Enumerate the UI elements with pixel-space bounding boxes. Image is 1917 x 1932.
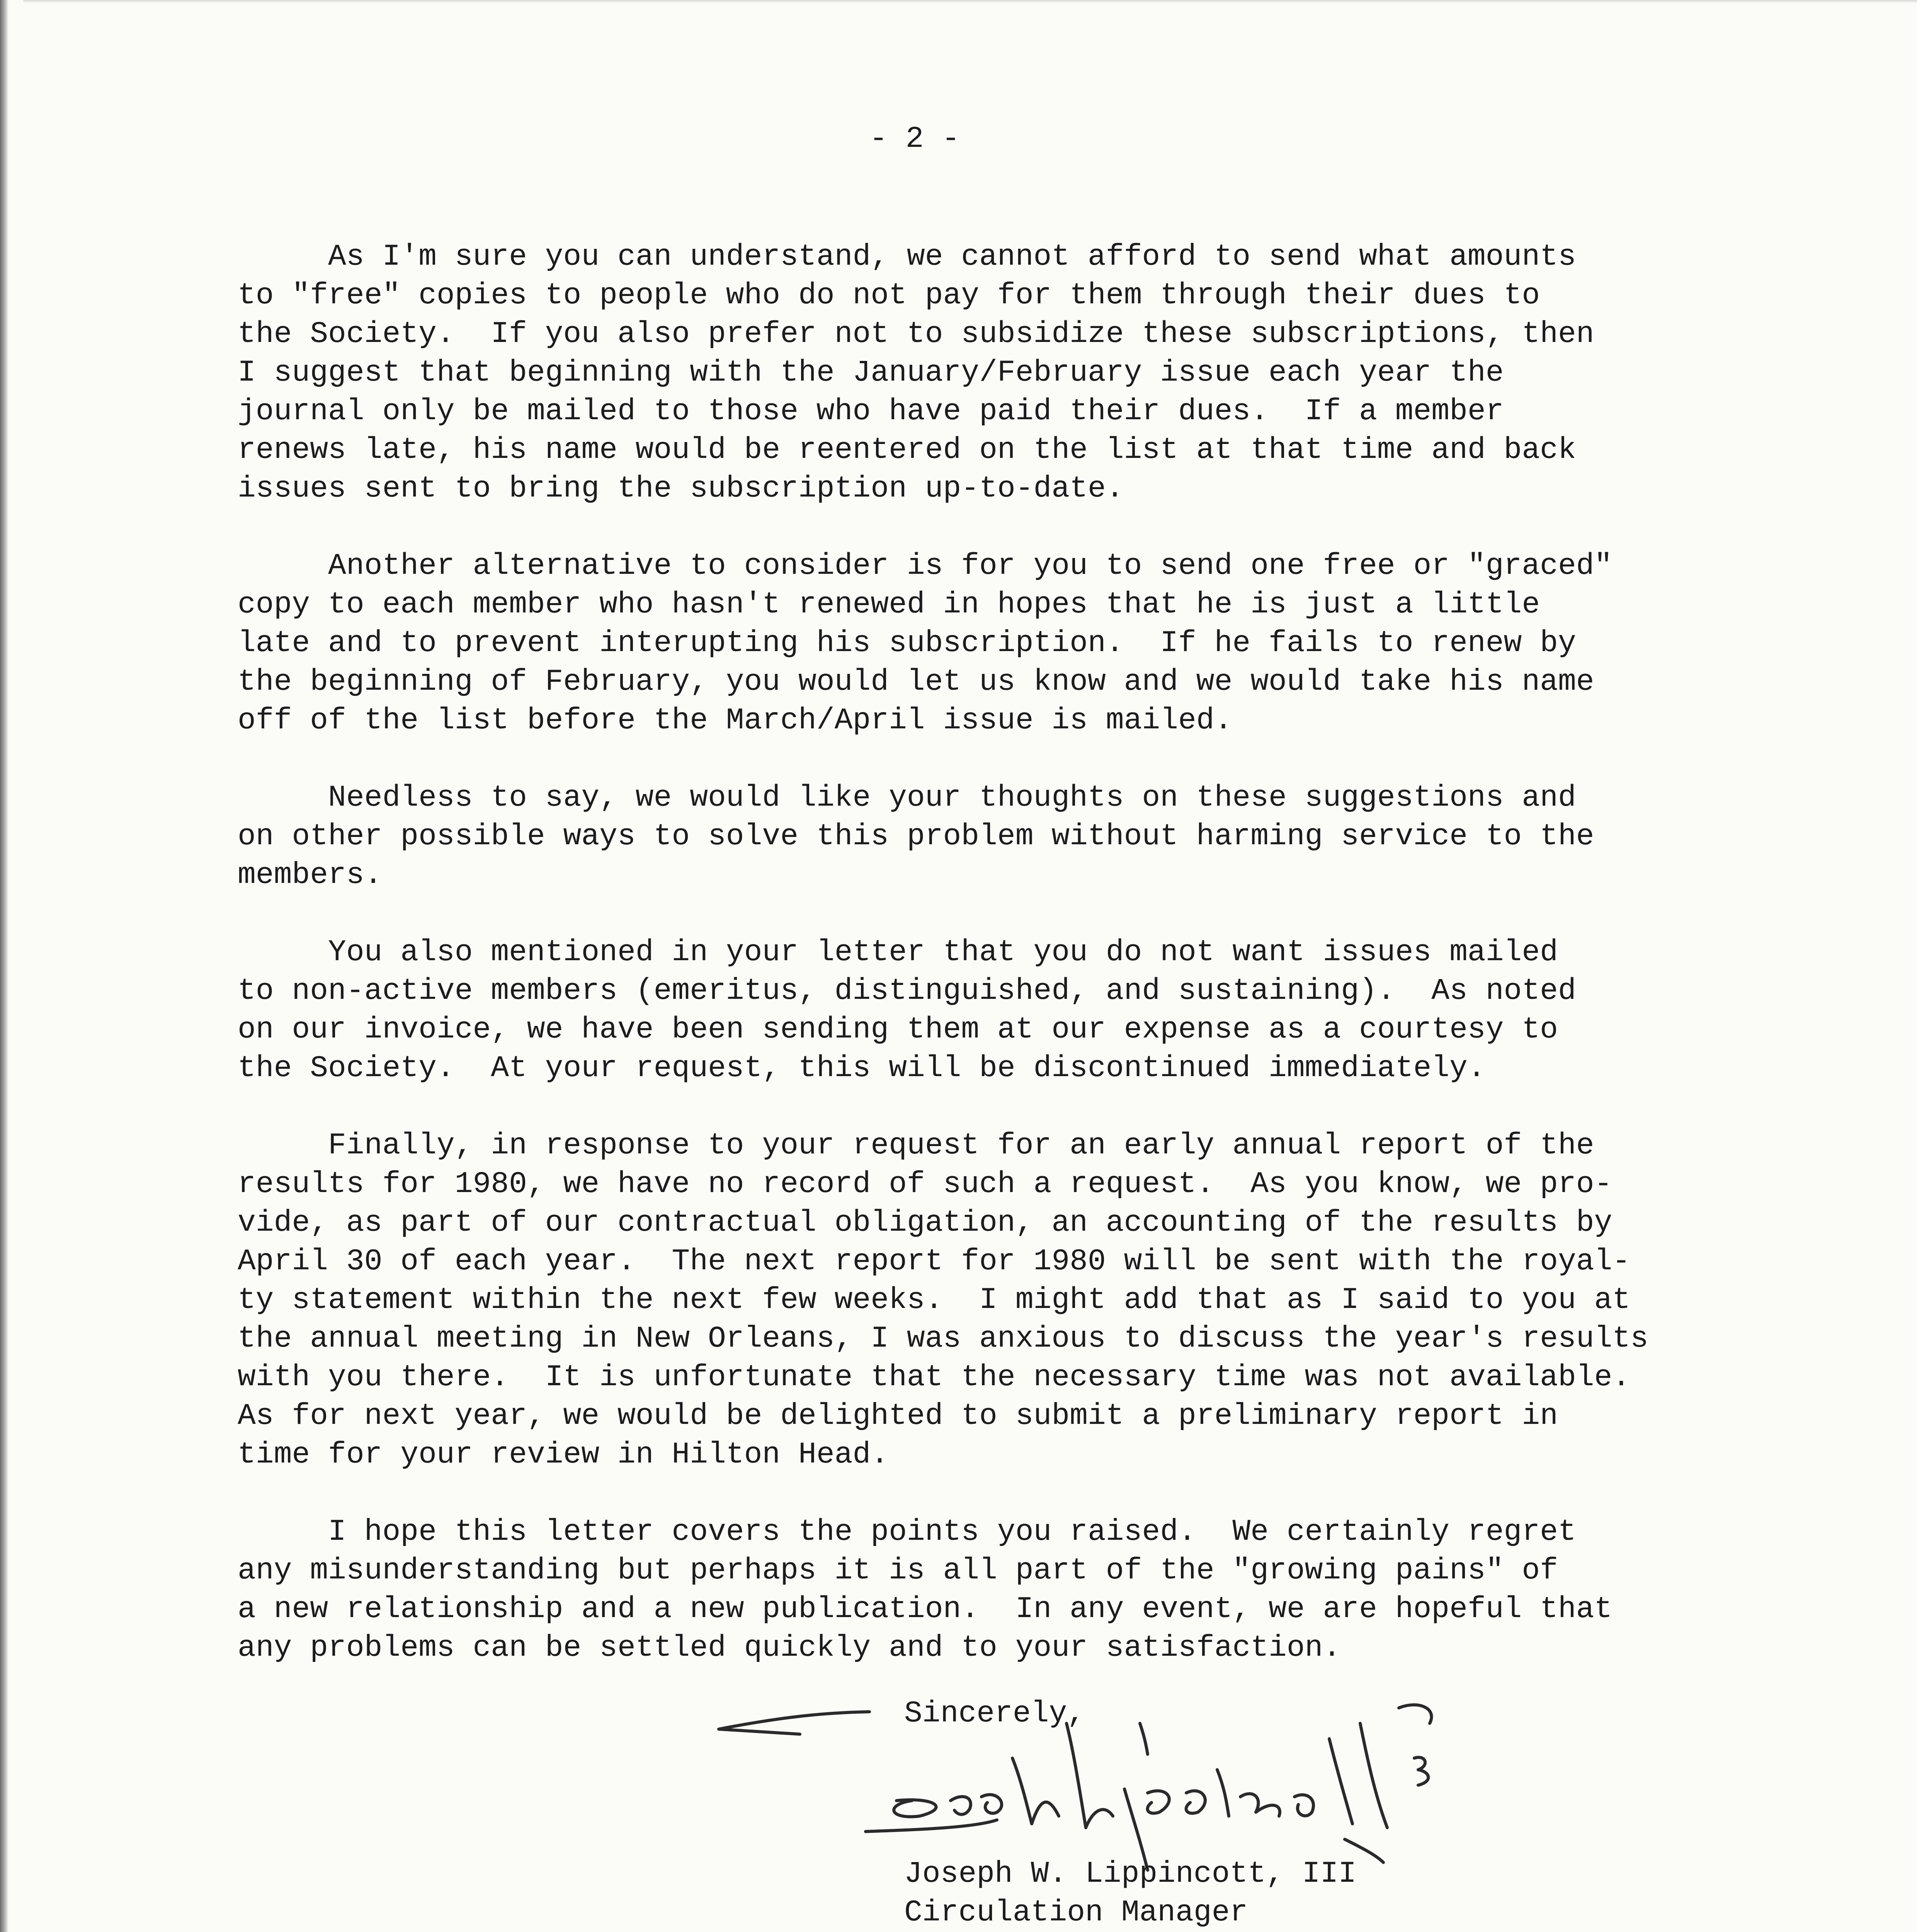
- paragraph-1: [238, 238, 1783, 508]
- text-line: the Society. At your request, this will be discontinued immediately.: [238, 1051, 1486, 1085]
- text-line: I suggest that beginning with the January/February issue each year the: [238, 356, 1504, 390]
- letter-body: [238, 238, 1783, 1706]
- text-line: April 30 of each year. The next report for 1980 will be sent with the royal-: [238, 1245, 1631, 1279]
- text-line: to non-active members (emeritus, distinguished, and sustaining). As noted: [238, 974, 1576, 1008]
- text-line: You also mentioned in your letter that you do not want issues mailed: [238, 935, 1558, 969]
- scan-top-edge: [23, 0, 1917, 3]
- text-line: on other possible ways to solve this problem without harming service to the: [238, 820, 1594, 854]
- text-line: renews late, his name would be reentered on the list at that time and back: [238, 433, 1576, 467]
- paragraph-6: [238, 1513, 1783, 1667]
- text-line: copy to each member who hasn't renewed in hopes that he is just a little: [238, 588, 1540, 622]
- text-line: off of the list before the March/April issue is mailed.: [238, 704, 1233, 738]
- text-line: ty statement within the next few weeks. I might add that as I said to you at: [238, 1283, 1631, 1317]
- text-line: on our invoice, we have been sending them at our expense as a courtesy to: [238, 1013, 1558, 1047]
- text-line: Another alternative to consider is for you to send one free or "graced": [238, 549, 1613, 583]
- text-line: the beginning of February, you would let us know and we would take his name: [238, 665, 1594, 699]
- page-number: - 2 -: [869, 122, 960, 156]
- text-line: to "free" copies to people who do not pay for them through their dues to: [238, 279, 1540, 313]
- signer-name: Joseph W. Lippincott, III: [904, 1857, 1357, 1891]
- text-line: members.: [238, 858, 383, 892]
- text-line: the Society. If you also prefer not to subsidize these subscriptions, then: [238, 317, 1594, 351]
- text-line: Finally, in response to your request for an early annual report of the: [238, 1129, 1594, 1163]
- signer-title: Circulation Manager: [904, 1896, 1248, 1930]
- text-line: late and to prevent interupting his subscription. If he fails to renew by: [238, 626, 1576, 660]
- paragraph-5: [238, 1126, 1783, 1474]
- signature-block: [904, 1855, 1356, 1932]
- text-line: As I'm sure you can understand, we cannot afford to send what amounts: [238, 240, 1576, 274]
- paragraph-4: [238, 933, 1783, 1088]
- text-line: As for next year, we would be delighted to submit a preliminary report in: [238, 1399, 1558, 1433]
- paragraph-3: [238, 779, 1783, 895]
- paragraph-2: [238, 547, 1783, 740]
- text-line: a new relationship and a new publication. In any event, we are hopeful that: [238, 1592, 1613, 1626]
- text-line: any misunderstanding but perhaps it is all part of the "growing pains" of: [238, 1554, 1558, 1588]
- text-line: the annual meeting in New Orleans, I was anxious to discuss the year's results: [238, 1322, 1648, 1356]
- text-line: any problems can be settled quickly and to your satisfaction.: [238, 1631, 1341, 1665]
- text-line: results for 1980, we have no record of such a request. As you know, we pro-: [238, 1167, 1613, 1201]
- text-line: with you there. It is unfortunate that the necessary time was not available.: [238, 1361, 1631, 1395]
- text-line: I hope this letter covers the points you raised. We certainly regret: [238, 1515, 1576, 1549]
- text-line: issues sent to bring the subscription up-to-date.: [238, 472, 1124, 506]
- scan-left-edge: [0, 0, 9, 1932]
- closing-text: Sincerely,: [904, 1697, 1085, 1731]
- text-line: journal only be mailed to those who have paid their dues. If a member: [238, 395, 1504, 429]
- text-line: time for your review in Hilton Head.: [238, 1438, 889, 1472]
- text-line: Needless to say, we would like your thoughts on these suggestions and: [238, 781, 1576, 815]
- text-line: vide, as part of our contractual obligation, an accounting of the results by: [238, 1206, 1613, 1240]
